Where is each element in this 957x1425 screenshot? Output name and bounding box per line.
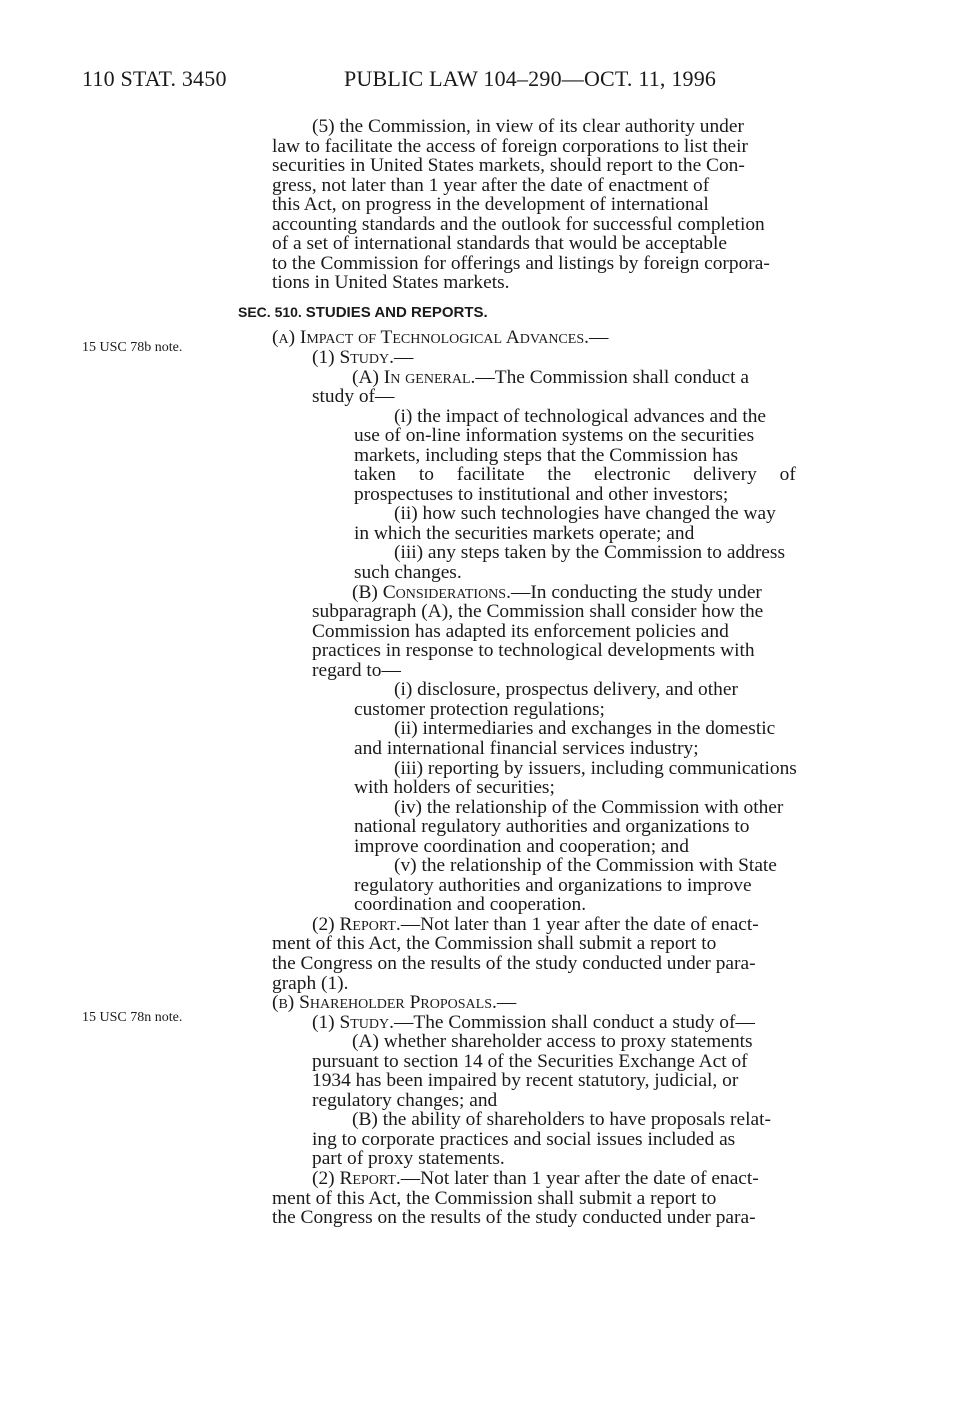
text-line: the Congress on the results of the study conducted under para- bbox=[272, 952, 756, 974]
text-line: national regulatory authorities and organizations to bbox=[354, 816, 750, 838]
clause-a1A-iii: (iii) any steps taken by the Commission to address bbox=[394, 542, 785, 564]
text-line: subparagraph (A), the Commission shall consider how the bbox=[312, 601, 764, 623]
text-line: improve coordination and cooperation; and bbox=[354, 835, 689, 857]
paragraph-label: (2) Report. bbox=[312, 1167, 401, 1189]
text-line: part of proxy statements. bbox=[312, 1148, 505, 1170]
text-line: to the Commission for offerings and listings by foreign corpora- bbox=[272, 252, 770, 274]
text-line: Commission has adapted its enforcement policies and bbox=[312, 620, 729, 642]
text-line: tions in United States markets. bbox=[272, 272, 510, 294]
text-line: the Congress on the results of the study conducted under para- bbox=[272, 1207, 756, 1229]
text-line: 1934 has been impaired by recent statutory, judicial, or bbox=[312, 1070, 739, 1092]
margin-note-78b: 15 USC 78b note. bbox=[82, 340, 183, 355]
text-line: prospectuses to institutional and other investors; bbox=[354, 483, 729, 505]
section-heading bbox=[238, 303, 866, 323]
text-line: and international financial services industry; bbox=[354, 737, 699, 759]
paragraph-b2 bbox=[272, 1169, 866, 1189]
text-line: use of on-line information systems on the securities bbox=[354, 425, 755, 447]
paragraph-text: —Not later than 1 year after the date of enact- bbox=[400, 1167, 759, 1189]
subparagraph-b1A: (A) whether shareholder access to proxy statements bbox=[352, 1031, 753, 1053]
text-line: accounting standards and the outlook for successful completion bbox=[272, 213, 765, 235]
text-line: with holders of securities; bbox=[354, 777, 555, 799]
text-line: law to facilitate the access of foreign corporations to list their bbox=[272, 135, 748, 157]
clause-a1A-ii: (ii) how such technologies have changed the way bbox=[394, 503, 776, 525]
text-line: pursuant to section 14 of the Securities Exchange Act of bbox=[312, 1050, 748, 1072]
paragraph-text: —The Commission shall conduct a study of— bbox=[393, 1011, 755, 1033]
subparagraph-a1A bbox=[272, 368, 866, 388]
text-line: such changes. bbox=[354, 562, 462, 584]
subparagraph-text: —The Commission shall conduct a bbox=[475, 366, 749, 388]
text-line: this Act, on progress in the development of international bbox=[272, 194, 709, 216]
subparagraph-b1B: (B) the ability of shareholders to have proposals relat- bbox=[352, 1109, 771, 1131]
section-title: STUDIES AND REPORTS. bbox=[305, 303, 488, 321]
paragraph-a1-heading: (1) Study.— bbox=[312, 347, 414, 369]
text-line: customer protection regulations; bbox=[354, 698, 605, 720]
clause-a1A-i: (i) the impact of technological advances and the bbox=[394, 405, 767, 427]
text-line: practices in response to technological developments with bbox=[312, 640, 755, 662]
paragraph-b1 bbox=[272, 1013, 866, 1033]
section-number: SEC. 510. bbox=[238, 303, 302, 320]
text-line: (5) the Commission, in view of its clear authority under bbox=[312, 116, 744, 137]
stat-page-number: 110 STAT. 3450 bbox=[82, 66, 227, 91]
text-line: ment of this Act, the Commission shall submit a report to bbox=[272, 933, 717, 955]
text-line: in which the securities markets operate; and bbox=[354, 522, 695, 544]
subparagraph-label: (B) Considerations. bbox=[352, 581, 511, 603]
clause-a1B-i: (i) disclosure, prospectus delivery, and other bbox=[394, 679, 738, 701]
text-line: regulatory authorities and organizations to improve bbox=[354, 874, 752, 896]
text-line: gress, not later than 1 year after the date of enactment of bbox=[272, 174, 710, 196]
subparagraph-label: (A) In general. bbox=[352, 366, 476, 388]
text-line: ing to corporate practices and social issues included as bbox=[312, 1128, 736, 1150]
subsection-b-heading: (b) Shareholder Proposals.— bbox=[272, 992, 517, 1014]
text-line: taken to facilitate the electronic delivery of bbox=[354, 464, 796, 486]
margin-note-78n: 15 USC 78n note. bbox=[82, 1010, 183, 1025]
subparagraph-a1B bbox=[272, 583, 866, 603]
paragraph-a2 bbox=[272, 915, 866, 935]
document-body bbox=[238, 116, 866, 1229]
paragraph-5 bbox=[272, 117, 866, 293]
public-law-citation: PUBLIC LAW 104–290—OCT. 11, 1996 bbox=[344, 66, 717, 91]
text-line: graph (1). bbox=[272, 972, 349, 994]
text-line: coordination and cooperation. bbox=[354, 894, 587, 916]
text-line: ment of this Act, the Commission shall submit a report to bbox=[272, 1187, 717, 1209]
text-line: study of— bbox=[312, 386, 395, 408]
subsection-a-heading: (a) Impact of Technological Advances.— bbox=[272, 327, 609, 349]
text-line: securities in United States markets, should report to the Con- bbox=[272, 155, 745, 177]
clause-a1B-v: (v) the relationship of the Commission with State bbox=[394, 855, 777, 877]
text-line: regulatory changes; and bbox=[312, 1089, 498, 1111]
paragraph-label: (2) Report. bbox=[312, 913, 401, 935]
text-line: markets, including steps that the Commission has bbox=[354, 444, 739, 466]
paragraph-text: —Not later than 1 year after the date of enact- bbox=[400, 913, 759, 935]
clause-a1B-iii: (iii) reporting by issuers, including communications bbox=[394, 757, 797, 779]
text-line: of a set of international standards that would be acceptable bbox=[272, 233, 727, 255]
clause-a1B-ii: (ii) intermediaries and exchanges in the domestic bbox=[394, 718, 776, 740]
subparagraph-text: —In conducting the study under bbox=[510, 581, 762, 603]
paragraph-label: (1) Study. bbox=[312, 1011, 394, 1033]
clause-a1B-iv: (iv) the relationship of the Commission with other bbox=[394, 796, 784, 818]
text-line: regard to— bbox=[312, 659, 401, 681]
